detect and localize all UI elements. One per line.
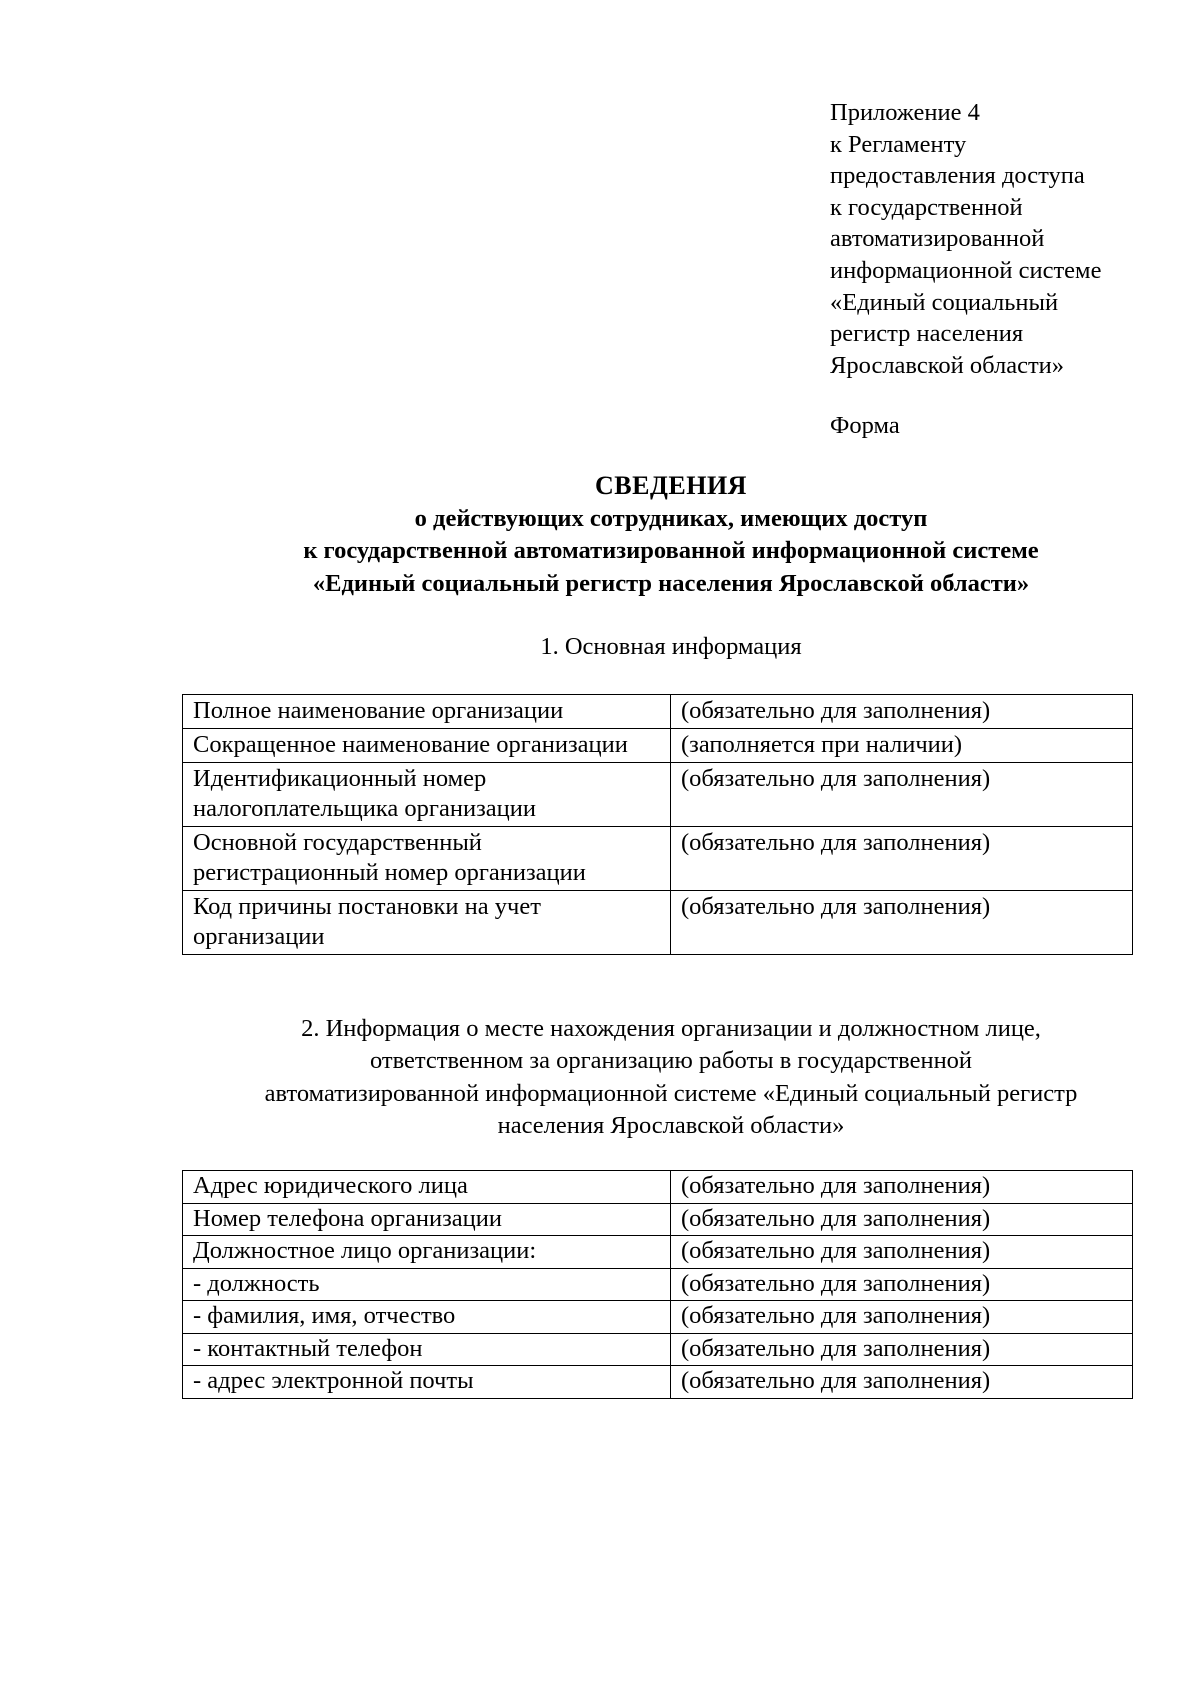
field-value: (обязательно для заполнения) [671,1268,1133,1301]
field-value: (обязательно для заполнения) [671,763,1133,827]
field-label: Адрес юридического лица [183,1171,671,1204]
field-label: Идентификационный номер налогоплательщика организации [183,763,671,827]
table-row [183,827,1133,891]
field-label: - фамилия, имя, отчество [183,1301,671,1334]
field-value: (обязательно для заполнения) [671,1333,1133,1366]
section-2-title-line: ответственном за организацию работы в государственной [369,1047,973,1075]
location-officer-table [182,1170,1133,1399]
field-label: - должность [183,1268,671,1301]
document-heading [0,470,1200,600]
heading-line: «Единый социальный регистр населения Ярославской области» [312,569,1030,597]
appendix-block [830,97,1190,381]
field-value: (обязательно для заполнения) [671,891,1133,955]
appendix-line: регистр населения [830,320,1024,348]
field-value: (обязательно для заполнения) [671,1366,1133,1399]
heading-line: о действующих сотрудниках, имеющих доступ [414,504,928,532]
table-row [183,729,1133,763]
table-row [183,763,1133,827]
field-value: (заполняется при наличии) [671,729,1133,763]
field-label: Полное наименование организации [183,695,671,729]
table-row [183,695,1133,729]
section-1-title: 1. Основная информация [540,633,802,660]
field-value: (обязательно для заполнения) [671,1171,1133,1204]
table-row [183,1366,1133,1399]
table-row [183,1301,1133,1334]
table-row [183,1203,1133,1236]
document-title: СВЕДЕНИЯ [595,471,747,500]
table-row [183,1171,1133,1204]
basic-info-table [182,694,1133,955]
field-label: Номер телефона организации [183,1203,671,1236]
appendix-line: к Регламенту [830,130,967,158]
field-value: (обязательно для заполнения) [671,827,1133,891]
table-row [183,1236,1133,1269]
appendix-line: Приложение 4 [830,99,980,126]
field-label: Основной государственный регистрационный номер организации [183,827,671,891]
appendix-line: автоматизированной [830,225,1045,253]
section-2-title-line: 2. Информация о месте нахождения организации и должностном лице, [301,1015,1041,1042]
section-2-title [0,1013,1200,1142]
field-label: - контактный телефон [183,1333,671,1366]
appendix-line: информационной системе [830,256,1102,284]
field-value: (обязательно для заполнения) [671,1301,1133,1334]
field-label: - адрес электронной почты [183,1366,671,1399]
field-label: Сокращенное наименование организации [183,729,671,763]
appendix-line: Ярославской области» [830,351,1065,379]
appendix-line: предоставления доступа [830,162,1085,190]
field-label: Код причины постановки на учет организации [183,891,671,955]
section-2-title-line: населения Ярославской области» [497,1111,845,1139]
table-row [183,1333,1133,1366]
table-row [183,891,1133,955]
field-value: (обязательно для заполнения) [671,695,1133,729]
field-value: (обязательно для заполнения) [671,1236,1133,1269]
field-label: Должностное лицо организации: [183,1236,671,1269]
appendix-line: к государственной [830,193,1023,221]
heading-line: к государственной автоматизированной информационной системе [303,537,1039,564]
appendix-line: «Единый социальный [830,288,1059,316]
form-label: Форма [830,412,900,439]
table-row [183,1268,1133,1301]
field-value: (обязательно для заполнения) [671,1203,1133,1236]
section-2-title-line: автоматизированной информационной системе «Единый социальный регистр [264,1079,1078,1107]
